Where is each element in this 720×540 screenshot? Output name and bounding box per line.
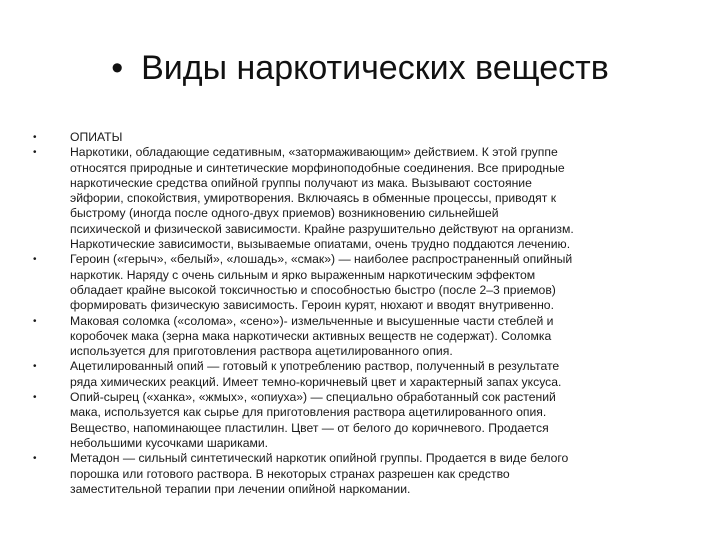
- text-line: Наркотические зависимости, вызываемые опиатами, очень трудно поддаются лечению.: [70, 237, 571, 252]
- list-item-text: [70, 145, 695, 252]
- bullet-dot: •: [33, 254, 37, 266]
- text-line: Маковая соломка («солома», «сено»)- измельченные и высушенные части стеблей и: [70, 313, 554, 328]
- bullet-dot: •: [33, 361, 37, 373]
- list-item-text: [70, 252, 695, 313]
- text-line: обладает крайне высокой токсичностью и способностью быстро (после 2–3 приемов): [70, 282, 556, 297]
- text-line: наркотик. Наряду с очень сильным и ярко выраженным наркотическим эффектом: [70, 267, 536, 282]
- text-line: ряда химических реакций. Имеет темно-коричневый цвет и характерный запах уксуса.: [70, 374, 562, 389]
- slide-title: [0, 44, 720, 92]
- title-bullet: •: [111, 49, 124, 87]
- text-line: быстрому (иногда после одного-двух приемов) возникновению сильнейшей: [70, 206, 499, 221]
- list-item: [33, 451, 695, 497]
- text-line: мака, используется как сырье для приготовления раствора ацетилированного опия.: [70, 405, 547, 420]
- text-line: коробочек мака (зерна мака наркотически активных веществ не содержат). Соломка: [70, 328, 552, 343]
- text-line: Метадон — сильный синтетический наркотик опийной группы. Продается в виде белого: [70, 451, 569, 466]
- list-item: [33, 130, 695, 145]
- text-line: наркотические средства опийной группы получают из мака. Вызывают состояние: [70, 175, 532, 190]
- list-item-text: [70, 130, 695, 145]
- text-line: формировать физическую зависимость. Героин курят, нюхают и вводят внутривенно.: [70, 298, 554, 313]
- text-line: используется для приготовления раствора ацетилированного опия.: [70, 344, 453, 359]
- list-item-text: [70, 451, 695, 497]
- text-line: психической и физической зависимости. Крайне разрушительно действуют на организм.: [70, 221, 574, 236]
- text-line: порошка или готового раствора. В некоторых странах разрешен как средство: [70, 466, 510, 481]
- bullet-dot: •: [33, 453, 37, 465]
- text-line: Героин («герыч», «белый», «лошадь», «смак») — наиболее распространенный опийный: [70, 252, 573, 267]
- bullet-dot: •: [33, 147, 37, 159]
- text-line: небольшими кусочками шариками.: [70, 435, 269, 450]
- list-item: [33, 314, 695, 360]
- text-line: ОПИАТЫ: [70, 130, 123, 144]
- bullet-list: [33, 130, 695, 497]
- text-line: относятся природные и синтетические морфиноподобные соединения. Все природные: [70, 160, 565, 175]
- text-line: Ацетилированный опий — готовый к употреблению раствор, полученный в результате: [70, 359, 560, 374]
- bullet-dot: •: [33, 392, 37, 404]
- list-item: [33, 145, 695, 252]
- title-text: Виды наркотических веществ: [141, 49, 609, 87]
- list-item: [33, 359, 695, 390]
- text-line: эйфории, спокойствия, умиротворения. Включаясь в обменные процессы, приводят к: [70, 191, 557, 206]
- list-item: [33, 390, 695, 451]
- list-item-text: [70, 390, 695, 451]
- list-item-text: [70, 359, 695, 390]
- text-line: Наркотики, обладающие седативным, «затормаживающим» действием. К этой группе: [70, 145, 558, 160]
- bullet-dot: •: [33, 132, 37, 143]
- bullet-dot: •: [33, 315, 37, 327]
- text-line: Вещество, напоминающее пластилин. Цвет — от белого до коричневого. Продается: [70, 420, 549, 435]
- text-line: Опий-сырец («ханка», «жмых», «опиуха») — специально обработанный сок растений: [70, 390, 556, 405]
- list-item: [33, 252, 695, 313]
- text-line: заместительной терапии при лечении опийной наркомании.: [70, 481, 411, 496]
- list-item-text: [70, 314, 695, 360]
